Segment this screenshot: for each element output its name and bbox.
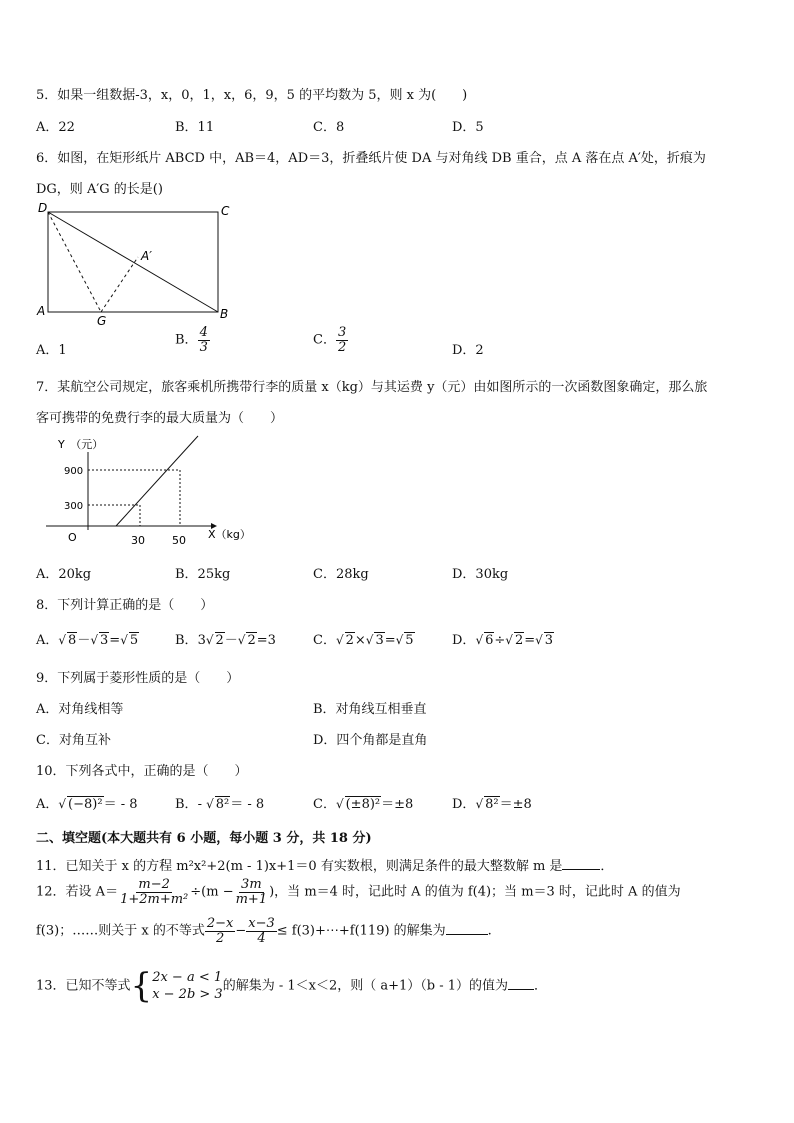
prefix: B． <box>175 633 198 648</box>
denominator: m+1 <box>235 891 268 907</box>
q6-option-d: D．2 <box>452 343 484 358</box>
q11 <box>36 855 613 874</box>
q12-fraction-2 <box>234 878 270 906</box>
q10-option-b <box>175 793 264 812</box>
q6-stem-line2: DG，则 A′G 的长是() <box>36 182 163 197</box>
radical-sign: √ <box>205 633 214 647</box>
radical-sign: √ <box>335 797 344 811</box>
radicand: 6 <box>485 633 494 648</box>
q12-fraction-4 <box>246 917 277 945</box>
equals: = <box>384 633 396 648</box>
q9-option-d: D．四个角都是直角 <box>313 733 428 748</box>
radicand: 5 <box>405 633 414 648</box>
segment-a-prime-g <box>101 257 138 312</box>
radicand: (−8)² <box>68 797 103 812</box>
tick-900: 900 <box>64 466 84 477</box>
q5-option-c: C．8 <box>313 120 345 135</box>
left-brace: { <box>130 966 153 1006</box>
q6-option-a: A．1 <box>36 343 67 358</box>
denominator: 2 <box>215 930 225 946</box>
q11-stem: 11．已知关于 x 的方程 m²x²+2(m - 1)x+1＝0 有实数根，则满足条件的最大整数解 m 是 <box>36 859 563 874</box>
result: ＝ - 8 <box>103 797 138 812</box>
q12-line2-prefix: f(3)；……则关于 x 的不等式 <box>36 923 205 939</box>
radicand: 8² <box>485 797 499 812</box>
q10-option-c <box>313 793 413 812</box>
q13-prefix: 13．已知不等式 <box>36 978 131 994</box>
q8-stem: 8．下列计算正确的是（ ） <box>36 598 214 613</box>
q9-option-b: B．对角线互相垂直 <box>313 702 427 717</box>
q12-fraction-1 <box>118 878 190 906</box>
y-axis-label: Y （元） <box>58 438 104 451</box>
q7-option-b: B．25kg <box>175 567 231 582</box>
prefix: D． <box>452 633 476 648</box>
denominator: 1+2m+m² <box>120 891 189 907</box>
operator: × <box>354 633 366 648</box>
radicand: 5 <box>129 633 139 648</box>
label-g: G <box>97 314 107 328</box>
q13-system <box>152 969 223 1003</box>
label-c: C <box>221 204 230 218</box>
q12-minus: − <box>235 923 247 939</box>
function-line <box>116 436 198 526</box>
q5-option-d: D．5 <box>452 120 484 135</box>
radical-sign: √ <box>475 797 484 811</box>
q5-option-a: A．22 <box>36 120 75 135</box>
tick-50: 50 <box>172 534 186 547</box>
radicand: 3 <box>375 633 384 648</box>
label-a-prime: A′ <box>141 249 152 263</box>
radical-sign: √ <box>58 797 67 811</box>
radicand: 2 <box>514 633 524 648</box>
negative-sign: - <box>197 797 207 812</box>
q9-option-a: A．对角线相等 <box>36 702 124 717</box>
radical-sign: √ <box>90 633 98 647</box>
numerator: x−3 <box>248 916 275 931</box>
numerator: 4 <box>199 325 208 340</box>
q10-option-d <box>452 793 532 812</box>
q6-rectangle-figure <box>30 198 245 330</box>
radical-sign: √ <box>335 633 344 647</box>
q6-option-c <box>313 326 348 354</box>
prefix: B． <box>175 797 198 812</box>
radical-sign: √ <box>120 633 128 647</box>
prefix: A． <box>36 633 59 648</box>
q9-option-c: C．对角互补 <box>36 733 111 748</box>
label-d: D <box>38 201 48 215</box>
q7-option-c: C．28kg <box>313 567 369 582</box>
q13-answer-blank[interactable] <box>508 989 534 990</box>
origin-label: O <box>68 531 77 544</box>
prefix: C． <box>313 797 336 812</box>
q12-line1 <box>36 878 681 906</box>
inequality-2: x − 2b > 3 <box>152 987 223 1002</box>
section-2-heading: 二、填空题(本大题共有 6 小题，每小题 3 分，共 18 分) <box>36 831 372 846</box>
q10-stem: 10．下列各式中，正确的是（ ） <box>36 764 248 779</box>
q8-option-b <box>175 629 276 648</box>
equals: =3 <box>256 633 276 648</box>
fold-line-dg <box>48 212 101 312</box>
radical-sign: √ <box>58 633 67 647</box>
result: ＝ - 8 <box>230 797 265 812</box>
label-a: A <box>37 304 46 318</box>
q12-mid: )，当 m＝4 时，记此时 A 的值为 f(4)；当 m＝3 时，记此时 A 的值为 <box>269 884 681 900</box>
radicand: 2 <box>247 633 256 648</box>
numerator: m−2 <box>138 877 170 892</box>
q7-option-d: D．30kg <box>452 567 509 582</box>
q9-stem: 9．下列属于菱形性质的是（ ） <box>36 671 240 686</box>
q6-option-b <box>175 326 210 354</box>
inequality-1: 2x − a < 1 <box>152 970 223 985</box>
q6-stem-line1: 6．如图，在矩形纸片 ABCD 中，AB＝4，AD＝3，折叠纸片使 DA 与对角线 DB 重合，点 A 落在点 A′处，折痕为 <box>36 151 706 166</box>
radicand: 8² <box>215 797 230 812</box>
q8-option-c <box>313 629 415 648</box>
equals: = <box>109 633 121 648</box>
radical-sign: √ <box>475 633 484 647</box>
q12-prefix: 12．若设 A＝ <box>36 884 119 900</box>
q12-fraction-3 <box>205 917 236 945</box>
radicand: 3 <box>544 633 554 648</box>
q6-option-c-fraction <box>336 326 348 354</box>
tick-30: 30 <box>131 534 145 547</box>
equals: = <box>524 633 536 648</box>
q12-answer-blank[interactable] <box>446 934 488 935</box>
q11-end: ． <box>600 859 614 874</box>
q6-option-b-fraction <box>198 326 210 354</box>
q12-end: . <box>487 923 492 939</box>
radicand: 8 <box>68 633 77 648</box>
q13 <box>36 966 548 1006</box>
x-axis-label: X（kg） <box>208 528 251 541</box>
q13-end: ． <box>534 978 548 994</box>
q7-stem-line2: 客可携带的免费行李的最大质量为（ ） <box>36 411 284 426</box>
denominator: 2 <box>337 339 347 355</box>
q6-option-c-prefix: C． <box>313 332 336 348</box>
numerator: 3 <box>337 325 347 340</box>
radical-sign: √ <box>535 633 543 647</box>
q5-option-b: B．11 <box>175 120 215 135</box>
q8-option-d <box>452 629 554 648</box>
diagonal-db <box>48 212 218 312</box>
q8-option-a <box>36 629 139 648</box>
radicand: 3 <box>100 633 109 648</box>
numerator: 3m <box>241 877 262 892</box>
radicand: 2 <box>215 633 224 648</box>
radical-sign: √ <box>206 797 214 811</box>
radicand: (±8)² <box>345 797 381 812</box>
q12-line2 <box>36 917 492 945</box>
q12-divide: ÷(m − <box>190 884 234 900</box>
operator: － <box>224 633 238 648</box>
operator: － <box>77 633 91 648</box>
q7-stem-line1: 7．某航空公司规定，旅客乘机所携带行李的质量 x（kg）与其运费 y（元）由如图所示的一次函数图象确定，那么旅 <box>36 380 708 395</box>
q7-option-a: A．20kg <box>36 567 92 582</box>
q12-inequality: ≤ f(3)+⋯+f(119) 的解集为 <box>276 923 446 939</box>
q13-post: 的解集为 - 1＜x＜2，则（ a+1）（b - 1）的值为 <box>222 978 509 994</box>
radical-sign: √ <box>237 633 246 647</box>
radical-sign: √ <box>395 633 404 647</box>
radical-sign: √ <box>365 633 374 647</box>
denominator: 3 <box>199 339 208 355</box>
result: ＝±8 <box>499 797 532 812</box>
prefix: D． <box>452 797 476 812</box>
q7-function-graph <box>44 432 269 550</box>
tick-300: 300 <box>64 501 84 512</box>
q11-answer-blank[interactable] <box>562 869 600 870</box>
denominator: 4 <box>257 930 266 946</box>
radical-sign: √ <box>505 633 513 647</box>
prefix: C． <box>313 633 336 648</box>
q5-stem: 5．如果一组数据-3，x，0，1，x，6，9，5 的平均数为 5，则 x 为( ) <box>36 88 468 103</box>
label-b: B <box>220 307 229 321</box>
numerator: 2−x <box>206 916 234 931</box>
radicand: 2 <box>345 633 354 648</box>
coefficient: 3 <box>197 633 206 648</box>
q10-option-a <box>36 793 138 812</box>
operator: ÷ <box>494 633 506 648</box>
result: ＝±8 <box>381 797 414 812</box>
q6-option-b-prefix: B． <box>175 332 198 348</box>
prefix: A． <box>36 797 59 812</box>
